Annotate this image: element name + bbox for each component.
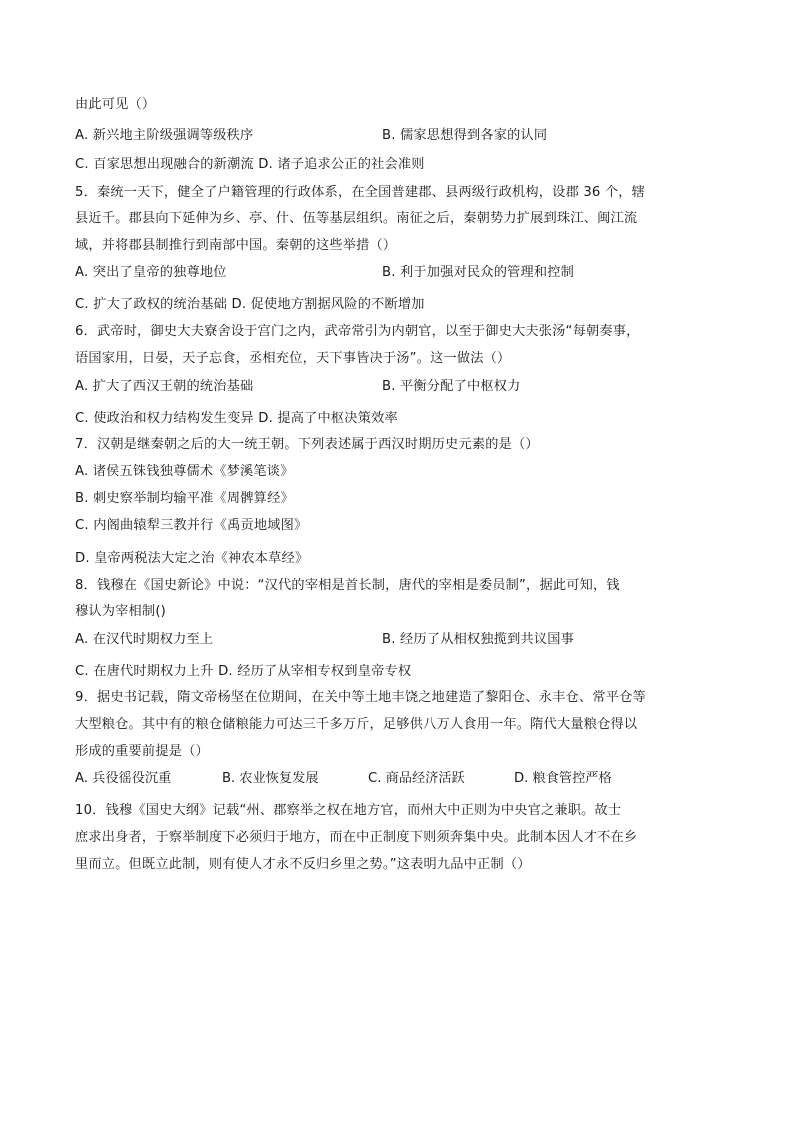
q9-stem-line-3: 形成的重要前提是（）	[75, 744, 209, 759]
q7-option-d: D. 皇帝两税法大定之治《神农本草经》	[75, 551, 309, 566]
q9-option-c: C. 商品经济活跃	[368, 771, 465, 786]
q10-stem-line-3: 里而立。但既立此制，则有使人才永不反归乡里之势。”这表明九品中正制（）	[75, 857, 531, 872]
q6-option-b: B. 平衡分配了中枢权力	[382, 379, 521, 394]
q8-option-b: B. 经历了从相权独揽到共议国事	[382, 632, 575, 647]
q6-stem-line-2: 语国家用，日晏，天子忘食，丞相充位，天下事皆决于汤”。这一做法（）	[75, 351, 511, 366]
q6-stem-line-1: 6．武帝时，御史大夫寮舍设于宫门之内，武帝常引为内朝官，以至于御史大夫张汤“每朝奏事，	[75, 324, 640, 339]
q8-option-a: A. 在汉代时期权力至上	[75, 632, 214, 647]
q4-option-a: A. 新兴地主阶级强调等级秩序	[75, 128, 254, 143]
q4-stem-end: 由此可见（）	[75, 97, 156, 112]
q6-option-a: A. 扩大了西汉王朝的统治基础	[75, 379, 254, 394]
q10-stem-line-2: 庶求出身者，于察举制度下必须归于地方，而在中正制度下则须奔集中央。此制本因人才不在乡	[75, 830, 638, 845]
q5-option-b: B. 利于加强对民众的管理和控制	[382, 265, 575, 280]
q8-stem-line-1: 8．钱穆在《国史新论》中说：“汉代的宰相是首长制，唐代的宰相是委员制”，据此可知，钱	[75, 578, 620, 593]
q7-option-c: C. 内阁曲辕犁三教并行《禹贡地域图》	[75, 518, 308, 533]
q8-options-cd: C. 在唐代时期权力上升 D. 经历了从宰相专权到皇帝专权	[75, 664, 412, 679]
q10-stem-line-1: 10．钱穆《国史大纲》记载“州、郡察举之权在地方官，而州大中正则为中央官之兼职。故士	[75, 803, 622, 818]
q7-option-a: A. 诸侯五铢钱独尊儒术《梦溪笔谈》	[75, 464, 294, 479]
q7-stem: 7．汉朝是继秦朝之后的大一统王朝。下列表述属于西汉时期历史元素的是（）	[75, 437, 539, 452]
q9-option-d: D. 粮食管控严格	[514, 771, 612, 786]
q7-option-b: B. 刺史察举制均输平准《周髀算经》	[75, 491, 294, 506]
q5-stem-line-1: 5．秦统一天下，健全了户籍管理的行政体系，在全国普建郡、县两级行政机构，设郡 36 个，辖	[75, 185, 646, 200]
q5-stem-line-3: 域，并将郡县制推行到南部中国。秦朝的这些举措（）	[75, 238, 397, 253]
q9-option-b: B. 农业恢复发展	[222, 771, 319, 786]
q9-stem-line-1: 9．据史书记载，隋文帝杨坚在位期间，在关中等土地丰饶之地建造了黎阳仓、永丰仓、常平仓等	[75, 690, 646, 705]
q9-option-a: A. 兵役徭役沉重	[75, 771, 172, 786]
q8-stem-line-2: 穆认为宰相制()	[75, 604, 167, 619]
q5-stem-line-2: 县近千。郡县向下延伸为乡、亭、什、伍等基层组织。南征之后，秦朝势力扩展到珠江、闽江流	[75, 211, 638, 226]
q4-options-cd: C. 百家思想出现融合的新潮流 D. 诸子追求公正的社会准则	[75, 157, 425, 172]
q5-options-cd: C. 扩大了政权的统治基础 D. 促使地方割据风险的不断增加	[75, 297, 425, 312]
q9-stem-line-2: 大型粮仓。其中有的粮仓储粮能力可达三千多万斤，足够供八万人食用一年。隋代大量粮仓得以	[75, 717, 638, 732]
q5-option-a: A. 突出了皇帝的独尊地位	[75, 265, 227, 280]
q4-option-b: B. 儒家思想得到各家的认同	[382, 128, 548, 143]
q6-options-cd: C. 使政治和权力结构发生变异 D. 提高了中枢决策效率	[75, 411, 398, 426]
